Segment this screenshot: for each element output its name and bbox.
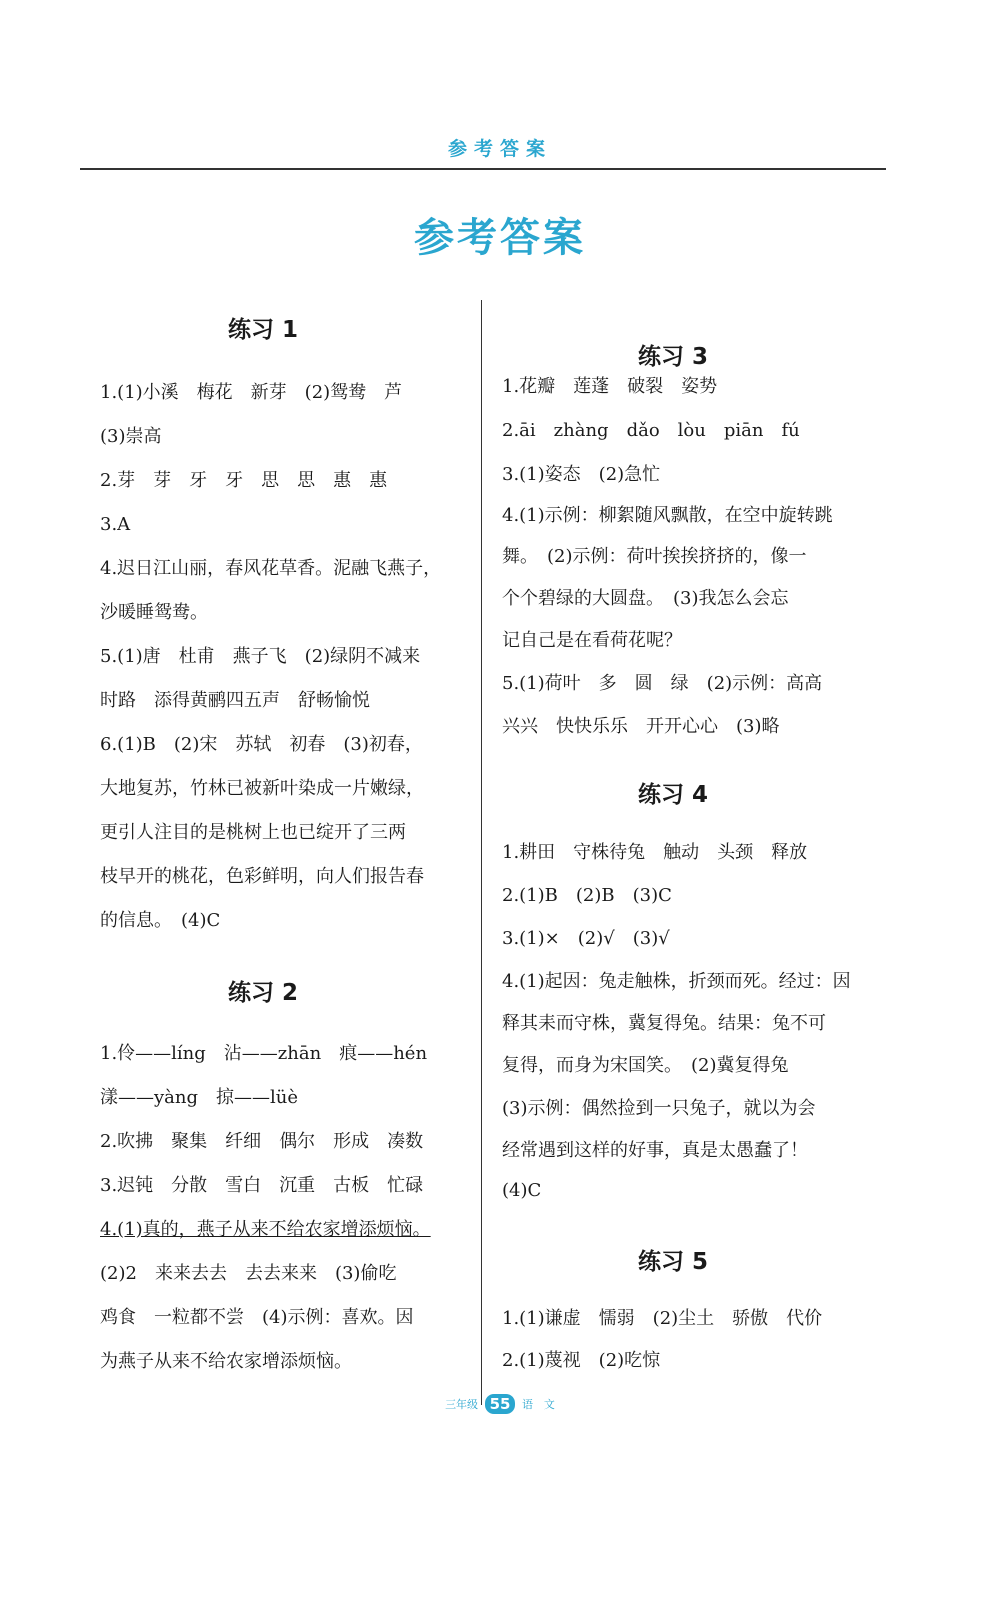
answer-line: 记自己是在看荷花呢？ — [502, 630, 682, 651]
answer-line: (2)2 来来去去 去去来来 (3)偷吃 — [100, 1263, 397, 1284]
answer-line: 4.迟日江山丽，春风花草香。泥融飞燕子， — [100, 558, 442, 579]
answer-line: 3.(1)姿态 (2)急忙 — [502, 464, 661, 485]
answer-line: 3.A — [100, 514, 131, 535]
section-title-practice-3: 练习 3 — [638, 344, 709, 370]
answer-line: 1.花瓣 莲蓬 破裂 姿势 — [502, 376, 718, 397]
section-title-practice-1: 练习 1 — [228, 317, 299, 343]
section-title-practice-2: 练习 2 — [228, 980, 299, 1006]
answer-line: 4.(1)真的，燕子从来不给农家增添烦恼。 — [100, 1219, 431, 1240]
answer-line: 1.耕田 守株待兔 触动 头颈 释放 — [502, 842, 808, 863]
answer-line: 5.(1)荷叶 多 圆 绿 (2)示例：高高 — [502, 673, 823, 694]
answer-line: 3.迟钝 分散 雪白 沉重 古板 忙碌 — [100, 1175, 424, 1196]
column-divider — [481, 300, 482, 1405]
answer-line: 个个碧绿的大圆盘。 (3)我怎么会忘 — [502, 588, 789, 609]
answer-line: 4.(1)起因：兔走触株，折颈而死。经过：因 — [502, 971, 851, 992]
answer-line: 4.(1)示例：柳絮随风飘散，在空中旋转跳 — [502, 505, 833, 526]
answer-line: 沙暖睡鸳鸯。 — [100, 602, 208, 623]
page-number-badge: 55 — [485, 1394, 516, 1414]
running-head: 参考答案 — [447, 138, 552, 160]
answer-line: 枝早开的桃花，色彩鲜明，向人们报告春 — [100, 866, 424, 887]
answer-line: 经常遇到这样的好事，真是太愚蠢了！ — [502, 1140, 808, 1161]
answer-line: 时路 添得黄鹂四五声 舒畅愉悦 — [100, 690, 370, 711]
answer-line: 复得，而身为宋国笑。 (2)冀复得兔 — [502, 1055, 789, 1076]
answer-line: 的信息。 (4)C — [100, 910, 221, 931]
page-title: 参考答案 — [414, 215, 586, 261]
answer-line: 5.(1)唐 杜甫 燕子飞 (2)绿阴不减来 — [100, 646, 421, 667]
section-title-practice-5: 练习 5 — [638, 1249, 709, 1275]
answer-line: 2.(1)蔑视 (2)吃惊 — [502, 1350, 661, 1371]
answer-line: 为燕子从来不给农家增添烦恼。 — [100, 1351, 352, 1372]
answer-line: 2.芽 芽 牙 牙 思 思 惠 惠 — [100, 470, 388, 491]
section-title-practice-4: 练习 4 — [638, 782, 709, 808]
answer-line: 兴兴 快快乐乐 开开心心 (3)略 — [502, 716, 780, 737]
answer-line: 大地复苏，竹林已被新叶染成一片嫩绿， — [100, 778, 424, 799]
answer-line: 释其耒而守株，冀复得兔。结果：兔不可 — [502, 1013, 826, 1034]
page-footer — [0, 1394, 1000, 1414]
answer-line: 舞。 (2)示例：荷叶挨挨挤挤的，像一 — [502, 546, 807, 567]
answer-line: 2.(1)B (2)B (3)C — [502, 885, 672, 906]
answer-line: 鸡食 一粒都不尝 (4)示例：喜欢。因 — [100, 1307, 414, 1328]
answer-line: 1.(1)谦虚 懦弱 (2)尘土 骄傲 代价 — [502, 1308, 823, 1329]
answer-line: 1.(1)小溪 梅花 新芽 (2)鸳鸯 芦 — [100, 382, 403, 403]
header-rule — [80, 168, 886, 170]
answer-line: (3)崇高 — [100, 426, 162, 447]
answer-line: 漾——yàng 掠——lüè — [100, 1087, 299, 1108]
answer-line: 2.吹拂 聚集 纤细 偶尔 形成 凑数 — [100, 1131, 424, 1152]
answer-line: 2.āi zhàng dǎo lòu piān fú — [502, 420, 800, 441]
answer-line: (3)示例：偶然捡到一只兔子，就以为会 — [502, 1098, 816, 1119]
answer-line: 更引人注目的是桃树上也已绽开了三两 — [100, 822, 406, 843]
answer-line: 6.(1)B (2)宋 苏轼 初春 (3)初春， — [100, 734, 423, 755]
answer-line: (4)C — [502, 1180, 542, 1201]
footer-subject: 语 文 — [521, 1398, 555, 1411]
answer-line: 3.(1)× (2)√ (3)√ — [502, 928, 670, 949]
answer-line: 1.伶——líng 沾——zhān 痕——hén — [100, 1043, 428, 1064]
footer-grade: 三年级 — [445, 1398, 479, 1411]
